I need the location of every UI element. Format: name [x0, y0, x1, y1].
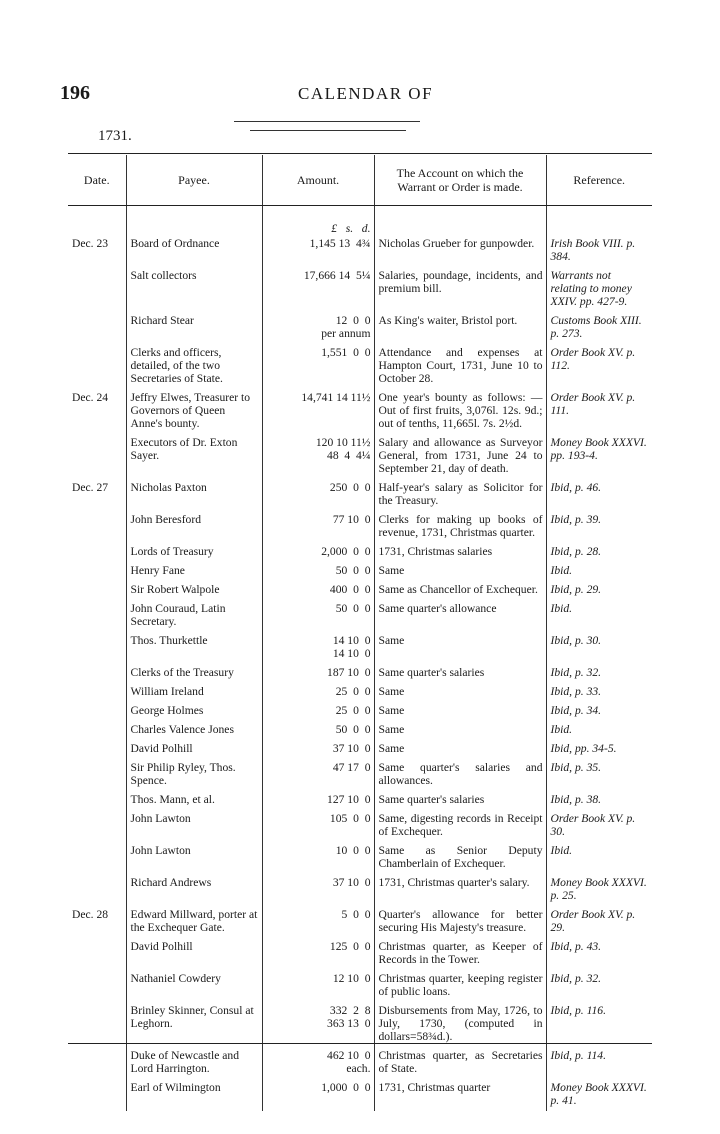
entry-date — [68, 759, 126, 791]
page-header — [60, 82, 660, 106]
table-row — [68, 906, 652, 938]
entry-payee: Lords of Treasury — [126, 543, 262, 562]
entry-payee: William Ireland — [126, 683, 262, 702]
table-top-rule — [68, 153, 652, 154]
table-row — [68, 312, 652, 344]
entry-reference: Ibid, p. 35. — [546, 759, 652, 791]
table-row — [68, 600, 652, 632]
entry-account: Same — [374, 702, 546, 721]
table-row — [68, 810, 652, 842]
entry-payee: Nicholas Paxton — [126, 479, 262, 511]
entry-payee: John Lawton — [126, 810, 262, 842]
entry-date — [68, 721, 126, 740]
table-row — [68, 267, 652, 312]
entry-payee: Jeffry Elwes, Treasurer to Governors of Queen Anne's bounty. — [126, 389, 262, 434]
entry-amount: 5 0 0 — [262, 906, 374, 938]
entry-date — [68, 842, 126, 874]
entry-reference: Ibid, p. 114. — [546, 1047, 652, 1079]
entry-payee: Henry Fane — [126, 562, 262, 581]
entry-date — [68, 312, 126, 344]
entry-payee: Executors of Dr. Exton Sayer. — [126, 434, 262, 479]
table-row — [68, 1079, 652, 1111]
entry-date — [68, 1002, 126, 1047]
entry-payee: Richard Stear — [126, 312, 262, 344]
header-rule — [234, 121, 420, 122]
entry-amount: 17,666 14 5¼ — [262, 267, 374, 312]
entry-date: Dec. 23 — [72, 237, 109, 250]
entry-date — [68, 1079, 126, 1111]
entry-date — [68, 632, 126, 664]
entry-payee: Sir Robert Walpole — [126, 581, 262, 600]
entry-account: 1731, Christmas quarter's salary. — [374, 874, 546, 906]
entry-amount: 77 10 0 — [262, 511, 374, 543]
entry-reference: Ibid, p. 43. — [546, 938, 652, 970]
column-header-payee: Payee. — [126, 155, 262, 206]
entry-payee: Brinley Skinner, Consul at Leghorn. — [126, 1002, 262, 1047]
entry-amount: 400 0 0 — [262, 581, 374, 600]
entry-account: Christmas quarter, as Secretaries of State. — [374, 1047, 546, 1079]
entry-amount: 12 10 0 — [262, 970, 374, 1002]
entry-payee: Clerks of the Treasury — [126, 664, 262, 683]
entry-payee: Clerks and officers, detailed, of the two Secretaries of State. — [126, 344, 262, 389]
column-header-date: Date. — [68, 155, 126, 206]
entry-account: Same — [374, 740, 546, 759]
entry-reference: Money Book XXXVI. p. 41. — [546, 1079, 652, 1111]
table-row — [68, 721, 652, 740]
ledger-body — [68, 206, 652, 1112]
table-row — [68, 664, 652, 683]
page-number: 196 — [60, 82, 90, 104]
entry-account: Same — [374, 721, 546, 740]
entry-amount: 25 0 0 — [262, 683, 374, 702]
table-row — [68, 543, 652, 562]
entry-date — [68, 970, 126, 1002]
entry-date: Dec. 28 — [72, 908, 109, 921]
entry-amount: 37 10 0 — [262, 874, 374, 906]
entry-amount: 12 0 0 per annum — [262, 312, 374, 344]
entry-payee: John Beresford — [126, 511, 262, 543]
entry-reference: Ibid, p. 30. — [546, 632, 652, 664]
header-rule-short — [250, 130, 406, 131]
column-header-account: The Account on which the Warrant or Order is made. — [374, 155, 546, 206]
entry-amount: 47 17 0 — [262, 759, 374, 791]
entry-date — [68, 267, 126, 312]
entry-amount: 250 0 0 — [262, 479, 374, 511]
entry-reference: Customs Book XIII. p. 273. — [546, 312, 652, 344]
entry-account: Disbursements from May, 1726, to July, 1730, (computed in dollars=58¾d.). — [374, 1002, 546, 1047]
entry-payee: Earl of Wilmington — [126, 1079, 262, 1111]
entry-amount: 50 0 0 — [262, 721, 374, 740]
entry-date: Dec. 27 — [72, 481, 109, 494]
entry-payee: Richard Andrews — [126, 874, 262, 906]
ledger-table — [68, 155, 652, 1111]
entry-account: Same as Chancellor of Exchequer. — [374, 581, 546, 600]
entry-reference: Ibid, p. 46. — [546, 479, 652, 511]
entry-amount: 25 0 0 — [262, 702, 374, 721]
table-row — [68, 702, 652, 721]
table-bottom-rule — [68, 1043, 652, 1044]
entry-amount: 50 0 0 — [262, 562, 374, 581]
table-row — [68, 235, 652, 267]
table-row — [68, 683, 652, 702]
entry-account: Nicholas Grueber for gunpowder. — [374, 235, 546, 267]
entry-payee: George Holmes — [126, 702, 262, 721]
entry-reference: Ibid. — [546, 600, 652, 632]
entry-date — [68, 791, 126, 810]
entry-payee: Board of Ordnance — [126, 235, 262, 267]
entry-amount: 120 10 11½ 48 4 4¼ — [262, 434, 374, 479]
entry-payee: John Lawton — [126, 842, 262, 874]
table-row — [68, 511, 652, 543]
entry-payee: Charles Valence Jones — [126, 721, 262, 740]
entry-reference: Ibid, p. 32. — [546, 970, 652, 1002]
entry-payee: Sir Philip Ryley, Thos. Spence. — [126, 759, 262, 791]
entry-amount: 1,145 13 4¾ — [262, 235, 374, 267]
entry-date — [68, 581, 126, 600]
units-row — [68, 206, 652, 236]
entry-date — [68, 511, 126, 543]
table-row — [68, 1047, 652, 1079]
entry-reference: Ibid, p. 33. — [546, 683, 652, 702]
entry-account: One year's bounty as follows: —Out of first fruits, 3,076l. 12s. 9d.; out of tenths, 11,665l. 7s. 2½d. — [374, 389, 546, 434]
year-label: 1731. — [98, 128, 132, 144]
entry-payee: Salt collectors — [126, 267, 262, 312]
entry-payee: Duke of Newcastle and Lord Harrington. — [126, 1047, 262, 1079]
entry-date — [68, 740, 126, 759]
entry-account: Half-year's salary as Solicitor for the Treasury. — [374, 479, 546, 511]
entry-account: Same — [374, 632, 546, 664]
entry-account: Same quarter's salaries — [374, 791, 546, 810]
entry-account: Same quarter's allowance — [374, 600, 546, 632]
table-row — [68, 632, 652, 664]
table-row — [68, 344, 652, 389]
entry-amount: 50 0 0 — [262, 600, 374, 632]
currency-units: £ s. d. — [331, 222, 371, 235]
entry-payee: Nathaniel Cowdery — [126, 970, 262, 1002]
entry-amount: 187 10 0 — [262, 664, 374, 683]
entry-account: Same, digesting records in Receipt of Exchequer. — [374, 810, 546, 842]
table-row — [68, 938, 652, 970]
entry-date — [68, 664, 126, 683]
entry-reference: Warrants not relating to money XXIV. pp. 427-9. — [546, 267, 652, 312]
entry-account: Clerks for making up books of revenue, 1731, Christmas quarter. — [374, 511, 546, 543]
entry-reference: Order Book XV. p. 111. — [546, 389, 652, 434]
entry-account: 1731, Christmas quarter — [374, 1079, 546, 1111]
entry-reference: Order Book XV. p. 29. — [546, 906, 652, 938]
table-row — [68, 842, 652, 874]
entry-date — [68, 874, 126, 906]
entry-account: Quarter's allowance for better securing His Majesty's treasure. — [374, 906, 546, 938]
entry-reference: Ibid, p. 116. — [546, 1002, 652, 1047]
entry-account: Same as Senior Deputy Chamberlain of Exchequer. — [374, 842, 546, 874]
entry-amount: 125 0 0 — [262, 938, 374, 970]
entry-date — [68, 600, 126, 632]
table-row — [68, 759, 652, 791]
entry-account: Same — [374, 562, 546, 581]
table-row — [68, 581, 652, 600]
entry-account: Christmas quarter, as Keeper of Records in the Tower. — [374, 938, 546, 970]
table-row — [68, 874, 652, 906]
table-row — [68, 970, 652, 1002]
entry-date — [68, 1047, 126, 1079]
table-row — [68, 479, 652, 511]
entry-payee: Thos. Thurkettle — [126, 632, 262, 664]
entry-date — [68, 344, 126, 389]
table-row — [68, 389, 652, 434]
entry-date — [68, 543, 126, 562]
table-row — [68, 562, 652, 581]
entry-reference: Money Book XXXVI. pp. 193-4. — [546, 434, 652, 479]
entry-date — [68, 938, 126, 970]
entry-amount: 1,551 0 0 — [262, 344, 374, 389]
entry-reference: Ibid, p. 28. — [546, 543, 652, 562]
table-row — [68, 740, 652, 759]
entry-reference: Ibid. — [546, 842, 652, 874]
table-row — [68, 791, 652, 810]
running-title: CALENDAR OF — [298, 84, 434, 103]
entry-payee: David Polhill — [126, 938, 262, 970]
entry-reference: Ibid. — [546, 562, 652, 581]
entry-amount: 14,741 14 11½ — [262, 389, 374, 434]
entry-reference: Ibid, p. 32. — [546, 664, 652, 683]
entry-date — [68, 562, 126, 581]
entry-date: Dec. 24 — [72, 391, 109, 404]
table-header-row — [68, 155, 652, 206]
entry-date — [68, 683, 126, 702]
entry-date — [68, 810, 126, 842]
entry-reference: Ibid, p. 38. — [546, 791, 652, 810]
table-row — [68, 1002, 652, 1047]
entry-amount: 37 10 0 — [262, 740, 374, 759]
entry-amount: 462 10 0 each. — [262, 1047, 374, 1079]
entry-date — [68, 434, 126, 479]
entry-payee: David Polhill — [126, 740, 262, 759]
entry-reference: Money Book XXXVI. p. 25. — [546, 874, 652, 906]
entry-account: Same — [374, 683, 546, 702]
entry-account: Salaries, poundage, incidents, and premium bill. — [374, 267, 546, 312]
entry-reference: Ibid, p. 34. — [546, 702, 652, 721]
entry-amount: 10 0 0 — [262, 842, 374, 874]
entry-amount: 105 0 0 — [262, 810, 374, 842]
entry-account: Salary and allowance as Surveyor General, from 1731, June 24 to September 21, day of death. — [374, 434, 546, 479]
entry-amount: 14 10 0 14 10 0 — [262, 632, 374, 664]
entry-reference: Order Book XV. p. 30. — [546, 810, 652, 842]
entry-account: Same quarter's salaries — [374, 664, 546, 683]
entry-account: Attendance and expenses at Hampton Court, 1731, June 10 to October 28. — [374, 344, 546, 389]
column-header-reference: Reference. — [546, 155, 652, 206]
entry-amount: 2,000 0 0 — [262, 543, 374, 562]
entry-reference: Ibid, p. 39. — [546, 511, 652, 543]
entry-payee: John Couraud, Latin Secretary. — [126, 600, 262, 632]
entry-reference: Order Book XV. p. 112. — [546, 344, 652, 389]
table-row — [68, 434, 652, 479]
entry-date — [68, 702, 126, 721]
column-header-amount: Amount. — [262, 155, 374, 206]
entry-amount: 1,000 0 0 — [262, 1079, 374, 1111]
entry-payee: Edward Millward, porter at the Exchequer Gate. — [126, 906, 262, 938]
entry-reference: Ibid, p. 29. — [546, 581, 652, 600]
entry-reference: Ibid, pp. 34-5. — [546, 740, 652, 759]
entry-account: Christmas quarter, keeping register of public loans. — [374, 970, 546, 1002]
entry-account: Same quarter's salaries and allowances. — [374, 759, 546, 791]
entry-amount: 332 2 8 363 13 0 — [262, 1002, 374, 1047]
entry-account: As King's waiter, Bristol port. — [374, 312, 546, 344]
entry-reference: Ibid. — [546, 721, 652, 740]
entry-payee: Thos. Mann, et al. — [126, 791, 262, 810]
entry-reference: Irish Book VIII. p. 384. — [546, 235, 652, 267]
entry-amount: 127 10 0 — [262, 791, 374, 810]
entry-account: 1731, Christmas salaries — [374, 543, 546, 562]
